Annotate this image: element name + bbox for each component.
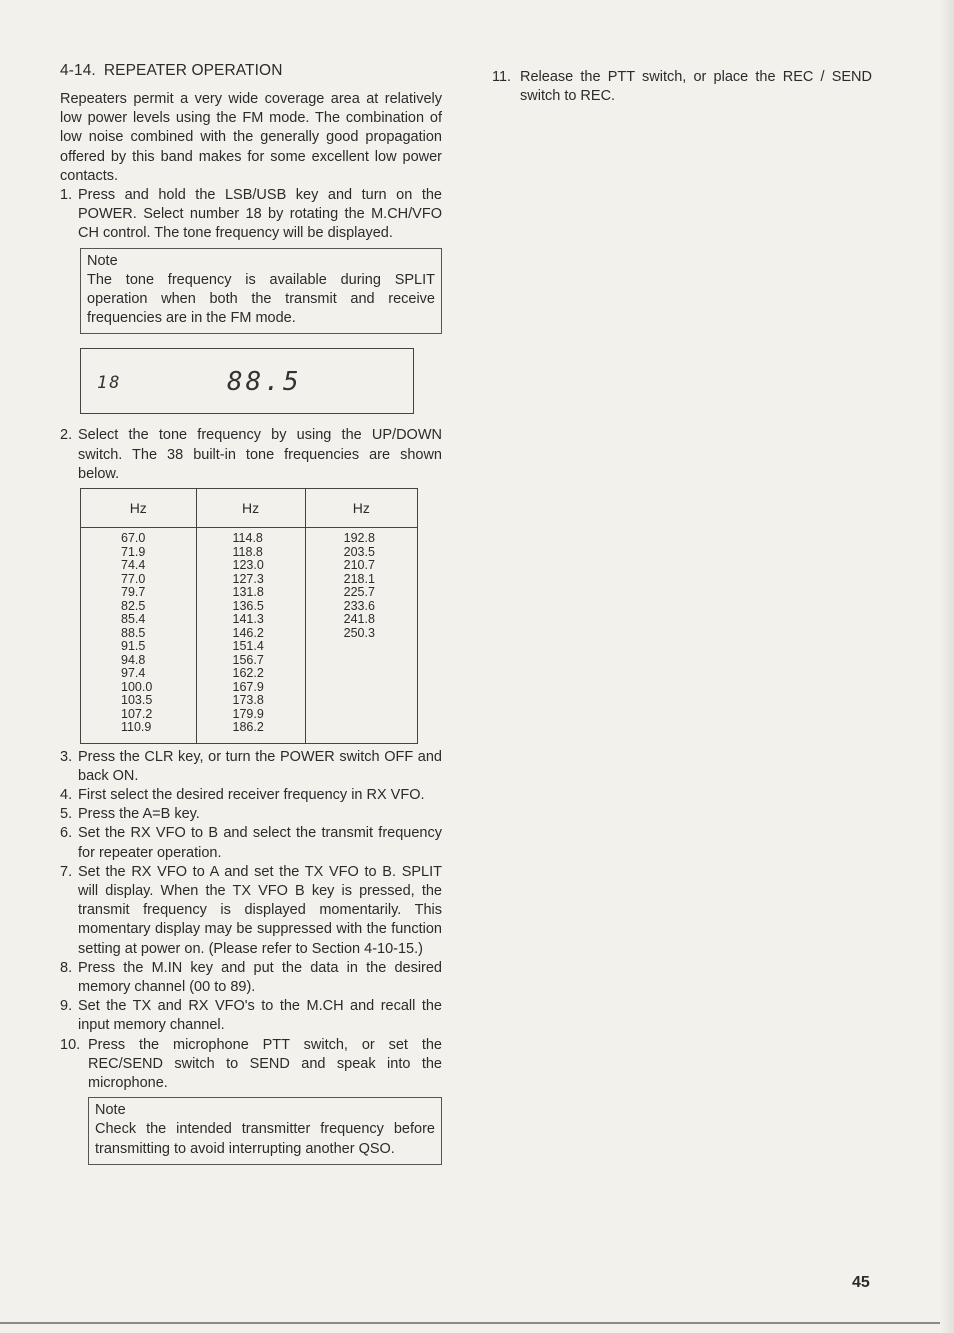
- step-number: 4.: [60, 786, 73, 803]
- tone-frequency-value: 136.5: [232, 598, 264, 613]
- note-tone-split: [80, 248, 442, 335]
- page-number: 45: [852, 1274, 870, 1291]
- tone-frequency-value: 203.5: [343, 544, 375, 559]
- tone-frequency-value: 91.5: [121, 639, 146, 654]
- tone-frequency-value: 103.5: [121, 693, 153, 708]
- tone-frequency-value: 82.5: [121, 598, 146, 613]
- note-title: Note: [95, 1102, 126, 1119]
- page-bottom-rule: [0, 1322, 940, 1324]
- tone-frequency-value: 141.3: [232, 612, 264, 627]
- step-number: 9.: [60, 998, 73, 1015]
- table-header-hz-1: Hz: [81, 489, 197, 528]
- right-column: [492, 68, 872, 106]
- step-8: [60, 959, 442, 997]
- tone-frequency-value: 131.8: [232, 585, 264, 600]
- page-edge-shadow: [940, 0, 954, 1333]
- lcd-tone-frequency: 88.5: [227, 367, 302, 398]
- step-number: 3.: [60, 748, 73, 765]
- step-1: [60, 186, 442, 244]
- step-text: Press the A=B key.: [78, 806, 200, 823]
- tone-frequency-value: 114.8: [232, 531, 263, 546]
- tone-frequency-value: 74.4: [121, 558, 146, 573]
- tone-frequency-value: 167.9: [232, 679, 264, 694]
- tone-frequency-value: 94.8: [121, 652, 146, 667]
- tone-frequency-value: 123.0: [232, 558, 264, 573]
- tone-frequency-value: 118.8: [232, 544, 263, 559]
- step-number: 8.: [60, 959, 73, 976]
- tone-frequency-value: 162.2: [232, 666, 264, 681]
- tone-column-3: [306, 532, 417, 640]
- table-header-hz-2: Hz: [196, 489, 305, 528]
- tone-frequency-value: 156.7: [232, 652, 264, 667]
- step-text: First select the desired receiver frequency in RX VFO.: [78, 786, 425, 803]
- step-text: Select the tone frequency by using the UP/DOWN switch. The 38 built-in tone frequencies are shown below.: [78, 427, 442, 482]
- tone-frequency-value: 85.4: [121, 612, 146, 627]
- step-number: 11.: [492, 69, 512, 85]
- tone-frequency-value: 127.3: [232, 571, 264, 586]
- section-number: 4-14.: [60, 62, 96, 79]
- lcd-display-illustration: [80, 348, 414, 414]
- step-5: [60, 805, 442, 824]
- note-check-frequency: [88, 1097, 442, 1165]
- step-text: Press and hold the LSB/USB key and turn on the POWER. Select number 18 by rotating the M.CH/VFO CH control. The tone frequency will be displayed.: [78, 187, 442, 242]
- tone-frequency-value: 107.2: [121, 706, 153, 721]
- tone-frequency-value: 67.0: [121, 531, 146, 546]
- lcd-channel-number: 18: [97, 373, 122, 394]
- intro-paragraph: Repeaters permit a very wide coverage area at relatively low power levels using the FM mode. The combination of low noise combined with the generally good propagation offered by this band makes for some excellent low power contacts.: [60, 91, 442, 184]
- tone-frequency-value: 110.9: [121, 720, 152, 735]
- tone-frequency-value: 77.0: [121, 571, 146, 586]
- step-number: 1.: [60, 187, 73, 204]
- tone-frequency-value: 192.8: [343, 531, 375, 546]
- tone-frequency-value: 241.8: [343, 612, 375, 627]
- step-number: 6.: [60, 825, 73, 842]
- step-text: Set the TX and RX VFO's to the M.CH and recall the input memory channel.: [78, 998, 442, 1034]
- section-title: REPEATER OPERATION: [103, 62, 283, 79]
- tone-column-1: [81, 532, 196, 735]
- step-text: Press the CLR key, or turn the POWER switch OFF and back ON.: [78, 748, 442, 784]
- step-text: Set the RX VFO to A and set the TX VFO to B. SPLIT will display. When the TX VFO B key is pressed, the transmit frequency is displayed momentarily. This momentary display may be suppressed with the function setting at power on. (Please refer to Section 4-10-15.): [78, 863, 442, 957]
- tone-frequency-value: 79.7: [121, 585, 146, 600]
- step-6: [60, 824, 442, 862]
- step-2: [60, 426, 442, 484]
- step-9: [60, 997, 442, 1035]
- step-number: 2.: [60, 427, 73, 444]
- step-text: Release the PTT switch, or place the REC / SEND switch to REC.: [520, 69, 872, 105]
- tone-frequency-value: 71.9: [121, 544, 146, 559]
- step-11: [492, 68, 872, 106]
- tone-frequency-value: 250.3: [343, 625, 375, 640]
- table-header-hz-3: Hz: [305, 489, 417, 528]
- tone-frequency-value: 100.0: [121, 679, 153, 694]
- step-4: [60, 786, 442, 805]
- step-text: Press the M.IN key and put the data in the desired memory channel (00 to 89).: [78, 959, 442, 995]
- left-column: [60, 62, 442, 1165]
- step-text: Press the microphone PTT switch, or set the REC/SEND switch to SEND and speak into the microphone.: [88, 1036, 442, 1091]
- tone-frequency-value: 173.8: [232, 693, 264, 708]
- tone-frequency-value: 146.2: [232, 625, 264, 640]
- tone-frequency-value: 225.7: [343, 585, 375, 600]
- step-10: [60, 1036, 442, 1094]
- tone-frequency-value: 97.4: [121, 666, 146, 681]
- step-number: 5.: [60, 806, 73, 823]
- step-number: 7.: [60, 863, 73, 880]
- section-heading: [60, 62, 442, 80]
- tone-frequency-table: [80, 488, 418, 744]
- step-number: 10.: [60, 1036, 81, 1053]
- tone-frequency-value: 179.9: [232, 706, 264, 721]
- note-title: Note: [87, 252, 118, 269]
- tone-frequency-value: 210.7: [343, 558, 375, 573]
- note-text: Check the intended transmitter frequency before transmitting to avoid interrupting another QSO.: [95, 1121, 435, 1157]
- step-7: [60, 863, 442, 959]
- tone-frequency-value: 218.1: [343, 571, 375, 586]
- note-text: The tone frequency is available during SPLIT operation when both the transmit and receive frequencies are in the FM mode.: [87, 271, 435, 327]
- tone-column-2: [197, 532, 305, 735]
- step-text: Set the RX VFO to B and select the transmit frequency for repeater operation.: [78, 825, 442, 861]
- step-3: [60, 748, 442, 786]
- tone-frequency-value: 88.5: [121, 625, 146, 640]
- tone-frequency-value: 186.2: [232, 720, 264, 735]
- tone-frequency-value: 151.4: [232, 639, 264, 654]
- tone-frequency-value: 233.6: [343, 598, 375, 613]
